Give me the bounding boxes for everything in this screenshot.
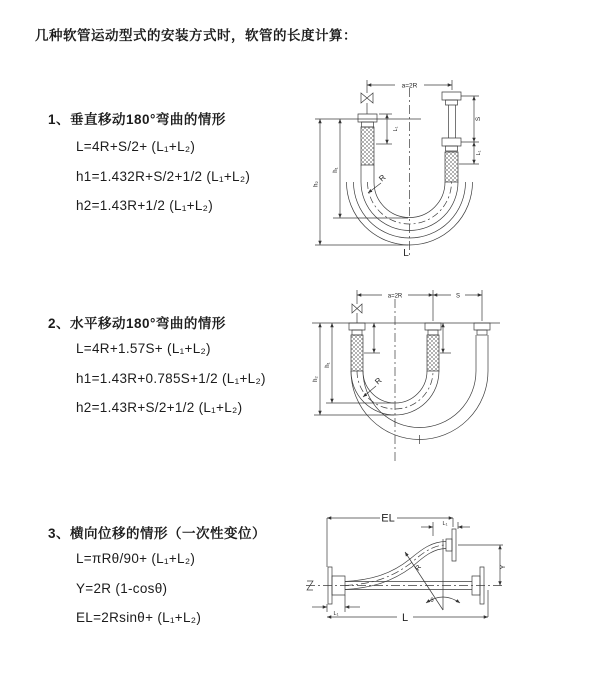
label-a2r: a=2R — [401, 82, 418, 90]
label-l1-left: L₁ — [333, 611, 339, 617]
dim-fitting-middle — [440, 323, 451, 353]
dim-y — [458, 545, 503, 586]
section3-formula-EL: EL=2Rsinθ+ (L₁+L₂) — [76, 610, 202, 625]
label-h2: h₂ — [313, 181, 320, 187]
dim-l1-left — [376, 114, 392, 144]
braid-section — [361, 127, 374, 165]
label-s: S — [455, 293, 461, 300]
label-r: R — [377, 172, 388, 184]
curved-hose — [345, 529, 456, 590]
label-r: R — [414, 564, 424, 573]
label-s: S — [475, 116, 482, 122]
braid-section — [351, 335, 363, 371]
dim-fitting-left — [364, 323, 380, 353]
left-fitting — [358, 114, 377, 165]
right-fitting — [474, 323, 490, 371]
label-r: R — [373, 375, 384, 387]
label-l1-top: L₁ — [442, 521, 448, 527]
section3-formula-L: L=πRθ/90+ (L₁+L₂) — [76, 551, 196, 566]
diagram-lateral-displacement — [300, 505, 600, 665]
section1-formula-h1: h1=1.432R+S/2+1/2 (L₁+L₂) — [76, 169, 251, 184]
braid-section — [445, 152, 458, 182]
label-el: EL — [381, 512, 395, 525]
label-h1: h₁ — [333, 167, 339, 173]
page-title: 几种软管运动型式的安装方式时，软管的长度计算： — [35, 28, 357, 43]
radius-leader — [368, 183, 381, 193]
section2-formula-h2: h2=1.43R+S/2+1/2 (L₁+L₂) — [76, 400, 243, 415]
dim-el — [327, 518, 453, 567]
hose-arcs — [351, 371, 488, 444]
section1-formula-L: L=4R+S/2+ (L₁+L₂) — [76, 139, 196, 154]
diagram-horizontal-bend — [310, 283, 600, 473]
dim-a2r — [357, 290, 482, 321]
diagram-vertical-bend — [313, 72, 598, 262]
section2-heading: 2、水平移动180°弯曲的情形 — [48, 316, 226, 331]
section3-formula-Y: Y=2R (1-cosθ) — [76, 581, 168, 596]
right-fitting — [442, 92, 461, 182]
middle-fitting — [425, 323, 441, 371]
braid-section — [427, 335, 439, 371]
label-l1-right: L₁ — [476, 150, 482, 156]
left-fitting — [349, 323, 365, 371]
label-h1: h₁ — [325, 362, 331, 368]
label-l: L — [401, 612, 409, 624]
section2-formula-L: L=4R+1.57S+ (L₁+L₂) — [76, 341, 211, 356]
label-a2r: a=2R — [387, 293, 403, 300]
section1-heading: 1、垂直移动180°弯曲的情形 — [48, 112, 226, 127]
label-l1-left: L₁ — [393, 126, 399, 132]
label-y: Y — [500, 564, 507, 570]
section1-formula-h2: h2=1.43R+1/2 (L₁+L₂) — [76, 198, 214, 213]
dim-l1-left — [312, 595, 360, 612]
section2-formula-h1: h1=1.43R+0.785S+1/2 (L₁+L₂) — [76, 371, 266, 386]
valve-icon — [352, 304, 362, 323]
label-l: L — [403, 248, 409, 259]
label-h2: h₂ — [313, 376, 319, 382]
valve-icon — [361, 93, 373, 114]
section3-heading: 3、横向位移的情形（一次性变位） — [48, 526, 267, 541]
label-theta: θ — [430, 598, 434, 604]
